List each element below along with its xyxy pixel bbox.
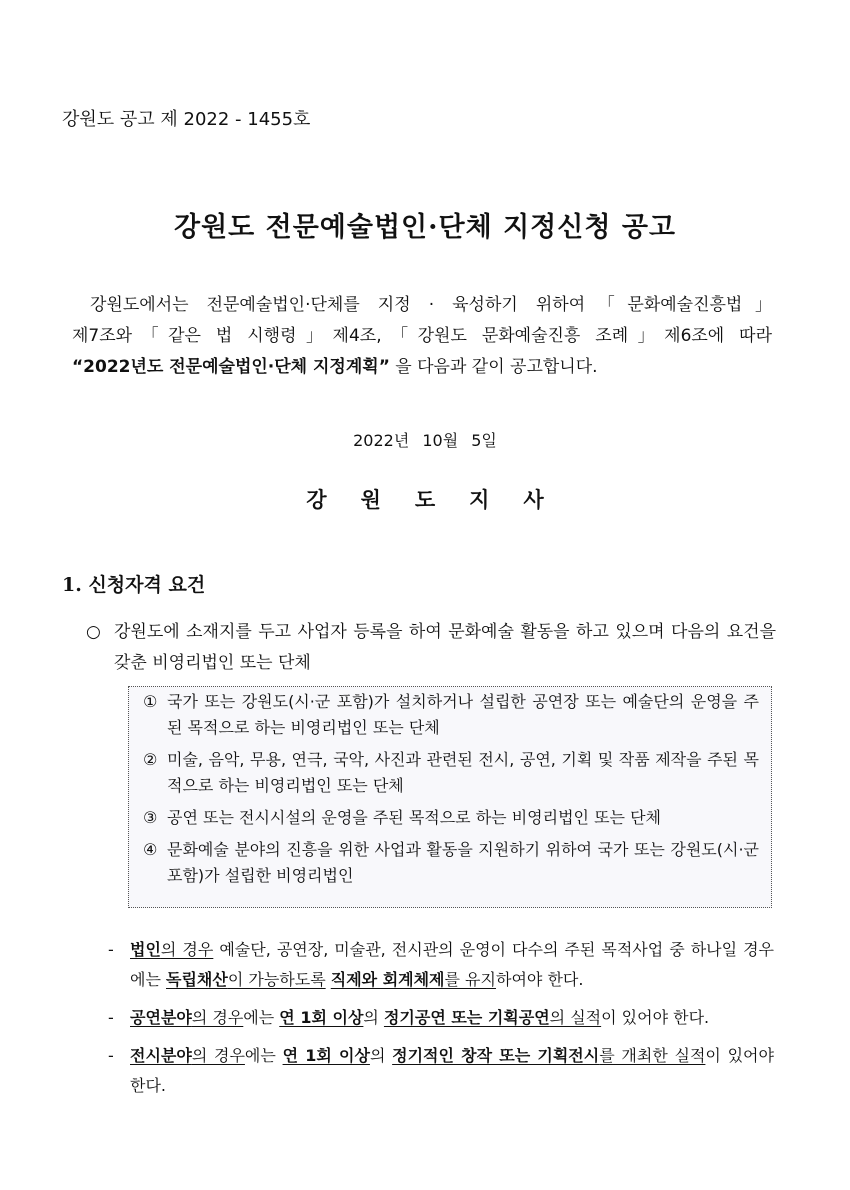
note-term: 전시분야 bbox=[130, 1046, 192, 1065]
requirement-item bbox=[143, 747, 759, 799]
intro-paragraph bbox=[72, 290, 772, 383]
note-text: 의 bbox=[369, 1046, 393, 1065]
notice-number: 강원도 공고 제 2022 - 1455호 bbox=[62, 109, 311, 130]
note-text: 예술단, 공연장, 미술관, 전시관의 운영이 다수의 주된 목적사업 중 하나일 경우에는 bbox=[130, 940, 774, 989]
note-term: 정기공연 또는 기획공연 bbox=[383, 1008, 550, 1027]
note-term: 정기적인 창작 또는 기획전시 bbox=[392, 1046, 600, 1065]
note-term: 직제와 회계체제 bbox=[330, 970, 445, 989]
plan-name: “2022년도 전문예술법인·단체 지정계획” bbox=[72, 357, 390, 377]
requirement-item bbox=[143, 837, 759, 889]
requirement-number: ④ bbox=[143, 840, 158, 859]
note-term: 이 가능하도록 bbox=[227, 970, 326, 989]
eligibility-bullet-text: 강원도에 소재지를 두고 사업자 등록을 하여 문화예술 활동을 하고 있으며 다음의 요건을 갖춘 비영리법인 또는 단체 bbox=[114, 622, 776, 673]
note-term: 의 실적 bbox=[549, 1008, 602, 1027]
note-term: 의 경우 bbox=[191, 1046, 245, 1065]
note-term: 공연분야 bbox=[130, 1008, 192, 1027]
note-term: 를 유지 bbox=[444, 970, 496, 989]
note-corporation bbox=[108, 935, 774, 995]
requirement-text: 문화예술 분야의 진흥을 위한 사업과 활동을 지원하기 위하여 국가 또는 강원도(시·군 포함)가 설립한 비영리법인 bbox=[167, 840, 759, 885]
governor-signature: 강원도지사 bbox=[306, 488, 578, 512]
note-term: 의 경우 bbox=[160, 940, 214, 959]
requirement-text: 국가 또는 강원도(시·군 포함)가 설치하거나 설립한 공연장 또는 예술단의 운영을 주된 목적으로 하는 비영리법인 또는 단체 bbox=[167, 692, 759, 737]
note-text: 에는 bbox=[243, 1008, 280, 1027]
requirement-number: ① bbox=[143, 692, 158, 711]
note-text: 이 있어야 한다. bbox=[601, 1008, 710, 1027]
requirements-box bbox=[128, 686, 772, 908]
note-term: 독립채산 bbox=[166, 970, 228, 989]
section-heading-eligibility: 1. 신청자격 요건 bbox=[62, 574, 206, 596]
dash-bullet: - bbox=[108, 1046, 114, 1065]
note-performance bbox=[108, 1003, 774, 1033]
requirement-number: ② bbox=[143, 750, 158, 769]
page-title: 강원도 전문예술법인·단체 지정신청 공고 bbox=[174, 212, 676, 243]
intro-line-1: 강원도에서는 전문예술법인·단체를 지정 · 육성하기 위하여「문화예술진흥법」 bbox=[90, 295, 772, 315]
note-term: 를 개최한 실적 bbox=[599, 1046, 706, 1065]
note-text: 의 bbox=[363, 1008, 384, 1027]
circle-bullet-icon: ○ bbox=[86, 622, 101, 642]
note-text: 에는 bbox=[244, 1046, 283, 1065]
requirement-item bbox=[143, 805, 759, 831]
intro-line-3 bbox=[72, 352, 772, 383]
note-term: 연 1회 이상 bbox=[282, 1046, 370, 1065]
notes-list bbox=[108, 935, 774, 1109]
note-term: 연 1회 이상 bbox=[279, 1008, 364, 1027]
intro-line-2: 제7조와「같은 법 시행령」제4조,「강원도 문화예술진흥 조례」제6조에 따라 bbox=[72, 326, 772, 346]
requirement-text: 공연 또는 전시시설의 운영을 주된 목적으로 하는 비영리법인 또는 단체 bbox=[167, 808, 661, 827]
requirement-text: 미술, 음악, 무용, 연극, 국악, 사진과 관련된 전시, 공연, 기획 및 작품 제작을 주된 목적으로 하는 비영리법인 또는 단체 bbox=[167, 750, 759, 795]
note-text: 하여야 한다. bbox=[495, 970, 584, 989]
eligibility-bullet bbox=[86, 617, 776, 679]
note-term: 법인 bbox=[130, 940, 161, 959]
note-exhibition bbox=[108, 1041, 774, 1101]
note-term: 의 경우 bbox=[191, 1008, 244, 1027]
dash-bullet: - bbox=[108, 940, 114, 959]
requirement-number: ③ bbox=[143, 808, 158, 827]
dash-bullet: - bbox=[108, 1008, 114, 1027]
notice-date: 2022년 10월 5일 bbox=[353, 431, 497, 450]
note-text: 이 있어야 한다. bbox=[130, 1046, 774, 1095]
intro-line-3-rest: 을 다음과 같이 공고합니다. bbox=[389, 357, 598, 377]
requirement-item bbox=[143, 689, 759, 741]
